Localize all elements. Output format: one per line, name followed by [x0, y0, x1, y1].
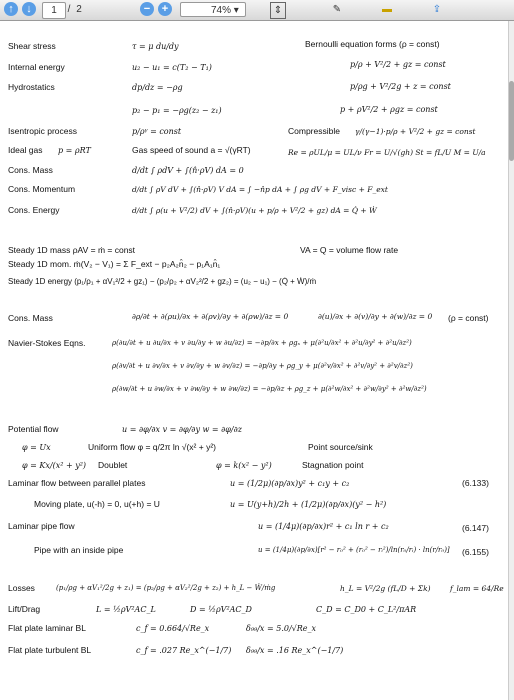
cons-momentum-equation: d/dt ∫ ρV dV + ∫(n̂·ρV) V dA = ∫ −n̂p dA + ∫ ρg dV + F_visc + F_ext	[132, 185, 388, 194]
incompressible-note: (ρ = const)	[448, 313, 489, 323]
internal-energy-equation: u₂ − u₁ = c(T₂ − T₁)	[132, 63, 212, 72]
zoom-out-icon[interactable]: −	[140, 2, 154, 16]
moving-plate-label: Moving plate, u(-h) = 0, u(+h) = U	[34, 499, 160, 509]
steady-mass: Steady 1D mass ρAV = ṁ = const	[8, 245, 136, 255]
point-source-label: Point source/sink	[308, 442, 373, 452]
sign-icon[interactable]: ✎	[332, 4, 342, 15]
bernoulli-title: Bernoulli equation forms (ρ = const)	[305, 39, 440, 49]
cons-energy-label: Cons. Energy	[8, 205, 60, 215]
uniform-flow-potential: φ = Ux	[22, 443, 51, 452]
page-total: 2	[76, 4, 82, 15]
volume-flow-rate: VA = Q = volume flow rate	[300, 245, 399, 255]
vertical-scrollbar[interactable]	[508, 21, 514, 700]
hydrostatics-label: Hydrostatics	[8, 82, 55, 92]
inside-pipe-equation: u = (1/4μ)(∂p/∂x)[r² − r₀² + (r₀² − rᵢ²)/ln(r₀/rᵢ) · ln(r/r₀)]	[258, 546, 450, 554]
hydrostatics-equation-2: p₂ − p₁ = −ρg(z₂ − z₁)	[132, 106, 222, 115]
internal-energy-label: Internal energy	[8, 62, 65, 72]
share-icon[interactable]: ⇪	[432, 4, 442, 15]
potential-flow-equation: u = ∂φ/∂x v = ∂φ/∂y w = ∂φ/∂z	[122, 425, 242, 434]
ideal-gas-label: Ideal gas	[8, 145, 43, 155]
scrollbar-thumb[interactable]	[509, 81, 514, 161]
pipe-flow-label: Laminar pipe flow	[8, 521, 75, 531]
cons-energy-equation: d/dt ∫ ρ(u + V²/2) dV + ∫(n̂·ρV)(u + p/ρ + V²/2 + gz) dA = Q̇ + Ẇ	[132, 206, 377, 215]
flat-plate-turbulent-thickness: δ₉₉/x = .16 Re_x^(−1/7)	[246, 646, 344, 655]
laminar-plates-equation: u = (1/2μ)(∂p/∂x)y² + c₁y + c₂	[230, 479, 350, 488]
cons-mass-equation: d/dt ∫ ρdV + ∫(n̂·ρV) dA = 0	[132, 166, 244, 175]
isentropic-equation: p/ρᵞ = const	[132, 127, 182, 136]
speed-of-sound: Gas speed of sound a = √(γRT)	[132, 145, 251, 155]
eq-6-155: (6.155)	[462, 547, 489, 557]
incompressible-continuity: ∂(u)/∂x + ∂(v)/∂y + ∂(w)/∂z = 0	[318, 312, 433, 321]
doublet-label: Doublet	[98, 460, 128, 470]
pdf-page	[0, 21, 508, 700]
diff-mass-label: Cons. Mass	[8, 313, 53, 323]
flat-plate-laminar-cf: c_f = 0.664/√Re_x	[136, 624, 210, 633]
bernoulli-form-3: p + ρV²/2 + ρgz = const	[340, 105, 438, 114]
laminar-plates-label: Laminar flow between parallel plates	[8, 478, 146, 488]
head-loss-equation: h_L = V²/2g (fL/D + Σk)	[340, 584, 431, 593]
flat-plate-laminar-thickness: δ₉₉/x = 5.0/√Re_x	[246, 624, 317, 633]
flat-plate-turbulent-label: Flat plate turbulent BL	[8, 645, 92, 655]
zoom-select[interactable]: 74% ▾	[180, 2, 246, 17]
cons-momentum-label: Cons. Momentum	[8, 184, 76, 194]
inside-pipe-label: Pipe with an inside pipe	[34, 545, 124, 555]
isentropic-label: Isentropic process	[8, 126, 77, 136]
hydrostatics-equation: dp/dz = −ρg	[132, 83, 183, 92]
ideal-gas-equation: p = ρRT	[58, 146, 91, 155]
comment-icon[interactable]: ▬	[382, 4, 392, 15]
compressible-label: Compressible	[288, 126, 340, 136]
page-separator: /	[67, 4, 71, 15]
diff-mass-equation: ∂ρ/∂t + ∂(ρu)/∂x + ∂(ρv)/∂y + ∂(ρw)/∂z = 0	[132, 312, 289, 321]
navier-stokes-label: Navier-Stokes Eqns.	[8, 338, 86, 348]
steady-momentum: Steady 1D mom. ṁ(V₂ − V₁) = Σ F_ext − p₂A₂n̂₂ − p₁A₁n̂₁	[8, 259, 221, 269]
zoom-value: 74%	[211, 5, 232, 16]
up-arrow-icon[interactable]: ↑	[4, 2, 18, 16]
drag-equation: D = ½ρV²AC_D	[190, 605, 252, 614]
pdf-toolbar	[0, 0, 514, 21]
pipe-flow-equation: u = (1/4μ)(∂p/∂x)r² + c₁ ln r + c₂	[258, 522, 389, 531]
bernoulli-form-1: p/ρ + V²/2 + gz = const	[350, 60, 446, 69]
dimensionless-numbers: Re = ρUL/μ = UL/ν Fr = U/√(gh) St = fL/U M = U/a	[288, 148, 486, 157]
flat-plate-laminar-label: Flat plate laminar BL	[8, 623, 86, 633]
cons-mass-label: Cons. Mass	[8, 165, 53, 175]
navier-stokes-y: ρ(∂v/∂t + u ∂v/∂x + v ∂v/∂y + w ∂v/∂z) = −∂p/∂y + ρg_y + μ(∂²v/∂x² + ∂²v/∂y² + ∂²v/∂z²)	[112, 362, 413, 370]
steady-energy: Steady 1D energy (p₁/ρ₁ + αV₁²/2 + gz₁) − (p₂/ρ₂ + αV₂²/2 + gz₂) = (u₂ − u₁) − (Q̇ + Ẇ)/ṁ	[8, 277, 317, 286]
shear-stress-equation: τ = μ du/dy	[132, 42, 179, 51]
uniform-flow-label: Uniform flow φ = q/2π ln √(x² + y²)	[88, 442, 216, 452]
doublet-equation: φ = Kx/(x² + y²)	[22, 461, 87, 470]
losses-equation: (p₁/ρg + αV₁²/2g + z₁) = (p₂/ρg + αV₂²/2g + z₂) + h_L − Ẇ/ṁg	[56, 584, 276, 592]
eq-6-147: (6.147)	[462, 523, 489, 533]
compressible-bernoulli: γ/(γ−1)·p/ρ + V²/2 + gz = const	[355, 127, 476, 136]
bernoulli-form-2: p/ρg + V²/2g + z = const	[350, 82, 451, 91]
stagnation-equation: φ = k(x² − y²)	[216, 461, 272, 470]
fit-page-icon[interactable]: ⇕	[270, 2, 286, 19]
navier-stokes-z: ρ(∂w/∂t + u ∂w/∂x + v ∂w/∂y + w ∂w/∂z) = −∂p/∂z + ρg_z + μ(∂²w/∂x² + ∂²w/∂y² + ∂²w/∂z²)	[112, 385, 427, 393]
moving-plate-equation: u = U(y+h)/2h + (1/2μ)(∂p/∂x)(y² − h²)	[230, 500, 387, 509]
zoom-in-icon[interactable]: +	[158, 2, 172, 16]
eq-6-133: (6.133)	[462, 478, 489, 488]
lift-drag-label: Lift/Drag	[8, 604, 41, 614]
down-arrow-icon[interactable]: ↓	[22, 2, 36, 16]
laminar-friction-factor: f_lam = 64/Re	[450, 584, 504, 593]
shear-stress-label: Shear stress	[8, 41, 56, 51]
flat-plate-turbulent-cf: c_f = .027 Re_x^(−1/7)	[136, 646, 232, 655]
navier-stokes-x: ρ(∂u/∂t + u ∂u/∂x + v ∂u/∂y + w ∂u/∂z) = −∂p/∂x + ρgₓ + μ(∂²u/∂x² + ∂²u/∂y² + ∂²u/∂z²)	[112, 339, 412, 347]
losses-label: Losses	[8, 583, 35, 593]
potential-flow-label: Potential flow	[8, 424, 59, 434]
lift-equation: L = ½ρV²AC_L	[96, 605, 156, 614]
drag-polar-equation: C_D = C_D0 + C_L²/πAR	[316, 605, 417, 614]
stagnation-label: Stagnation point	[302, 460, 364, 470]
page-number-input[interactable]: 1	[42, 2, 66, 19]
